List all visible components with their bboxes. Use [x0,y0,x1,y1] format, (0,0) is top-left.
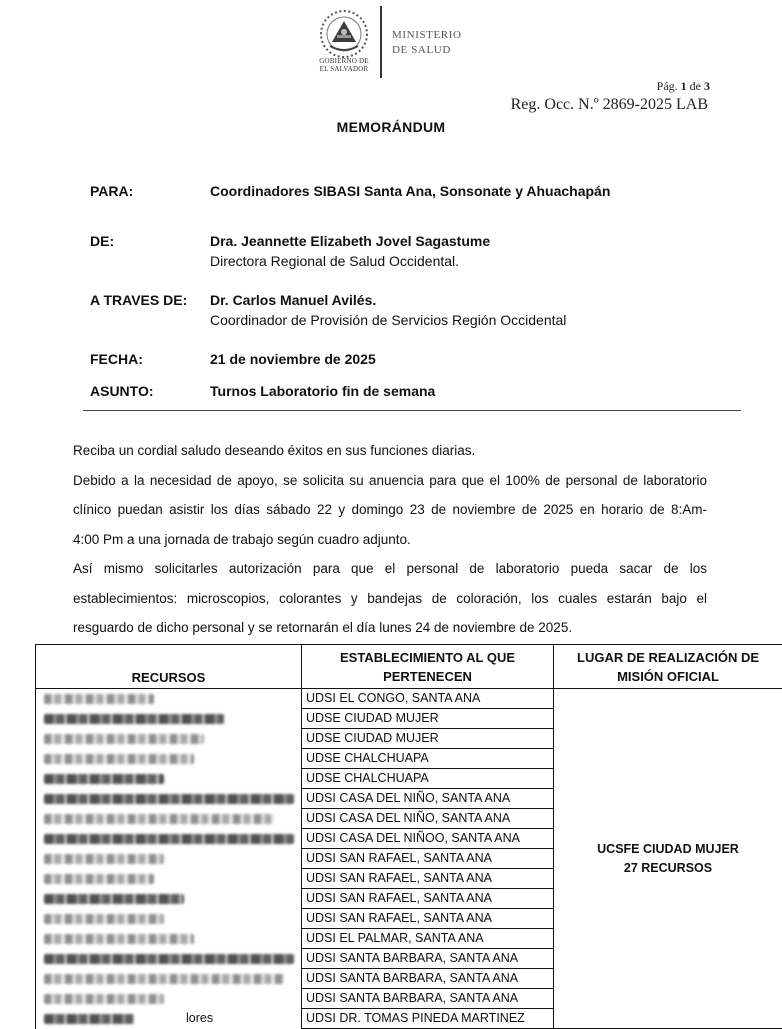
lugar-line-1: UCSFE CIUDAD MUJER [554,840,782,859]
resource-name-redacted [36,769,302,789]
body-p2-line-2: clínico puedan asistir los días sábado 22 y domingo 23 de noviembre de 2025 en horario de 8:Am- [73,495,707,525]
resource-name-redacted [36,689,302,709]
government-label [306,57,382,73]
document-title: MEMORÁNDUM [0,119,782,135]
establishment-cell: UDSI SAN RAFAEL, SANTA ANA [302,869,554,889]
establishment-cell: UDSE CIUDAD MUJER [302,709,554,729]
resource-name-redacted [36,909,302,929]
redaction-blur [44,754,194,764]
table-header-row [36,645,782,689]
header-lugar: LUGAR DE REALIZACIÓN DE MISIÓN OFICIAL [554,645,782,689]
redaction-blur [44,954,294,964]
lugar-cell [554,689,782,1029]
resource-name-redacted [36,749,302,769]
establishment-cell: UDSI DR. TOMAS PINEDA MARTINEZ [302,1009,554,1029]
para-label: PARA: [90,183,133,199]
establishment-cell: UDSI SANTA BARBARA, SANTA ANA [302,949,554,969]
resource-name-redacted [36,809,302,829]
government-line-2: EL SALVADOR [306,65,382,73]
resource-name-redacted [36,789,302,809]
de-role: Directora Regional de Salud Occidental. [210,253,459,269]
ministry-label [392,28,462,58]
resource-name-redacted [36,889,302,909]
ministry-line-2: DE SALUD [392,43,462,58]
redaction-blur [44,714,224,724]
establishment-cell: UDSI CASA DEL NIÑO, SANTA ANA [302,789,554,809]
header-recursos: RECURSOS [36,645,302,689]
redaction-blur [44,934,194,944]
body-p2-line-3: 4:00 Pm a una jornada de trabajo según cuadro adjunto. [73,525,707,555]
body-p2-line-1: Debido a la necesidad de apoyo, se solicita su anuencia para que el 100% de personal de laboratorio [73,466,707,496]
resource-name-redacted [36,929,302,949]
fecha-value: 21 de noviembre de 2025 [210,351,376,367]
establishment-cell: UDSI EL PALMAR, SANTA ANA [302,929,554,949]
el-salvador-coat-of-arms-icon [318,8,370,60]
body-p3-line-2: establecimientos: microscopios, colorantes y bandejas de coloración, los cuales estarán bajo el [73,584,707,614]
traves-name: Dr. Carlos Manuel Avilés. [210,292,376,308]
government-line-1: GOBIERNO DE [306,57,382,65]
establishment-cell: UDSI SAN RAFAEL, SANTA ANA [302,849,554,869]
partial-resource-name: lores [186,1009,213,1028]
resource-name-redacted [36,729,302,749]
registry-number: Reg. Occ. N.º 2869-2025 LAB [511,96,708,114]
page-current: 1 [681,79,687,93]
resource-name-redacted [36,849,302,869]
redaction-blur [44,914,164,924]
resource-name-redacted [36,989,302,1009]
redaction-blur [44,834,294,844]
redaction-blur [44,854,164,864]
redaction-blur [44,994,164,1004]
traves-role: Coordinador de Provisión de Servicios Región Occidental [210,312,566,328]
resource-name-redacted [36,949,302,969]
redaction-blur [44,774,164,784]
para-value: Coordinadores SIBASI Santa Ana, Sonsonate y Ahuachapán [210,183,610,199]
establishment-cell: UDSE CHALCHUAPA [302,749,554,769]
redaction-blur [44,794,294,804]
memo-body [73,436,707,643]
resource-name-redacted [36,869,302,889]
establishment-cell: UDSI SAN RAFAEL, SANTA ANA [302,889,554,909]
table-row [36,689,782,709]
establishment-cell: UDSE CIUDAD MUJER [302,729,554,749]
body-p3-line-3: resguardo de dicho personal y se retornarán el día lunes 24 de noviembre de 2025. [73,613,707,643]
establishment-cell: UDSI SAN RAFAEL, SANTA ANA [302,909,554,929]
establishment-cell: UDSI CASA DEL NIÑO, SANTA ANA [302,809,554,829]
asunto-value: Turnos Laboratorio fin de semana [210,383,435,399]
asunto-label: ASUNTO: [90,383,154,399]
de-name: Dra. Jeannette Elizabeth Jovel Sagastume [210,233,490,249]
resource-name-redacted [36,969,302,989]
redaction-blur [44,974,284,984]
establishment-cell: UDSI EL CONGO, SANTA ANA [302,689,554,709]
body-p3-line-1: Así mismo solicitarles autorización para que el personal de laboratorio pueda sacar de los [73,554,707,584]
resources-table [35,644,782,1029]
redaction-blur [44,814,274,824]
page-number [657,79,710,94]
redaction-blur [44,1014,134,1024]
page-of: de [690,79,701,93]
body-greeting: Reciba un cordial saludo deseando éxitos en sus funciones diarias. [73,436,707,466]
header-divider [380,6,382,78]
resource-name-redacted [36,709,302,729]
redaction-blur [44,694,154,704]
lugar-line-2: 27 RECURSOS [554,859,782,878]
establishment-cell: UDSI SANTA BARBARA, SANTA ANA [302,969,554,989]
redaction-blur [44,874,154,884]
resource-name-redacted [36,1009,302,1029]
header-establecimiento: ESTABLECIMIENTO AL QUE PERTENECEN [302,645,554,689]
resource-name-redacted [36,829,302,849]
ministry-line-1: MINISTERIO [392,28,462,43]
fecha-label: FECHA: [90,351,143,367]
redaction-blur [44,894,184,904]
establishment-cell: UDSI CASA DEL NIÑOO, SANTA ANA [302,829,554,849]
page-total: 3 [704,79,710,93]
traves-label: A TRAVES DE: [90,292,187,308]
redaction-blur [44,734,204,744]
page-prefix: Pág. [657,79,678,93]
establishment-cell: UDSE CHALCHUAPA [302,769,554,789]
de-label: DE: [90,233,114,249]
section-divider [83,410,741,411]
establishment-cell: UDSI SANTA BARBARA, SANTA ANA [302,989,554,1009]
